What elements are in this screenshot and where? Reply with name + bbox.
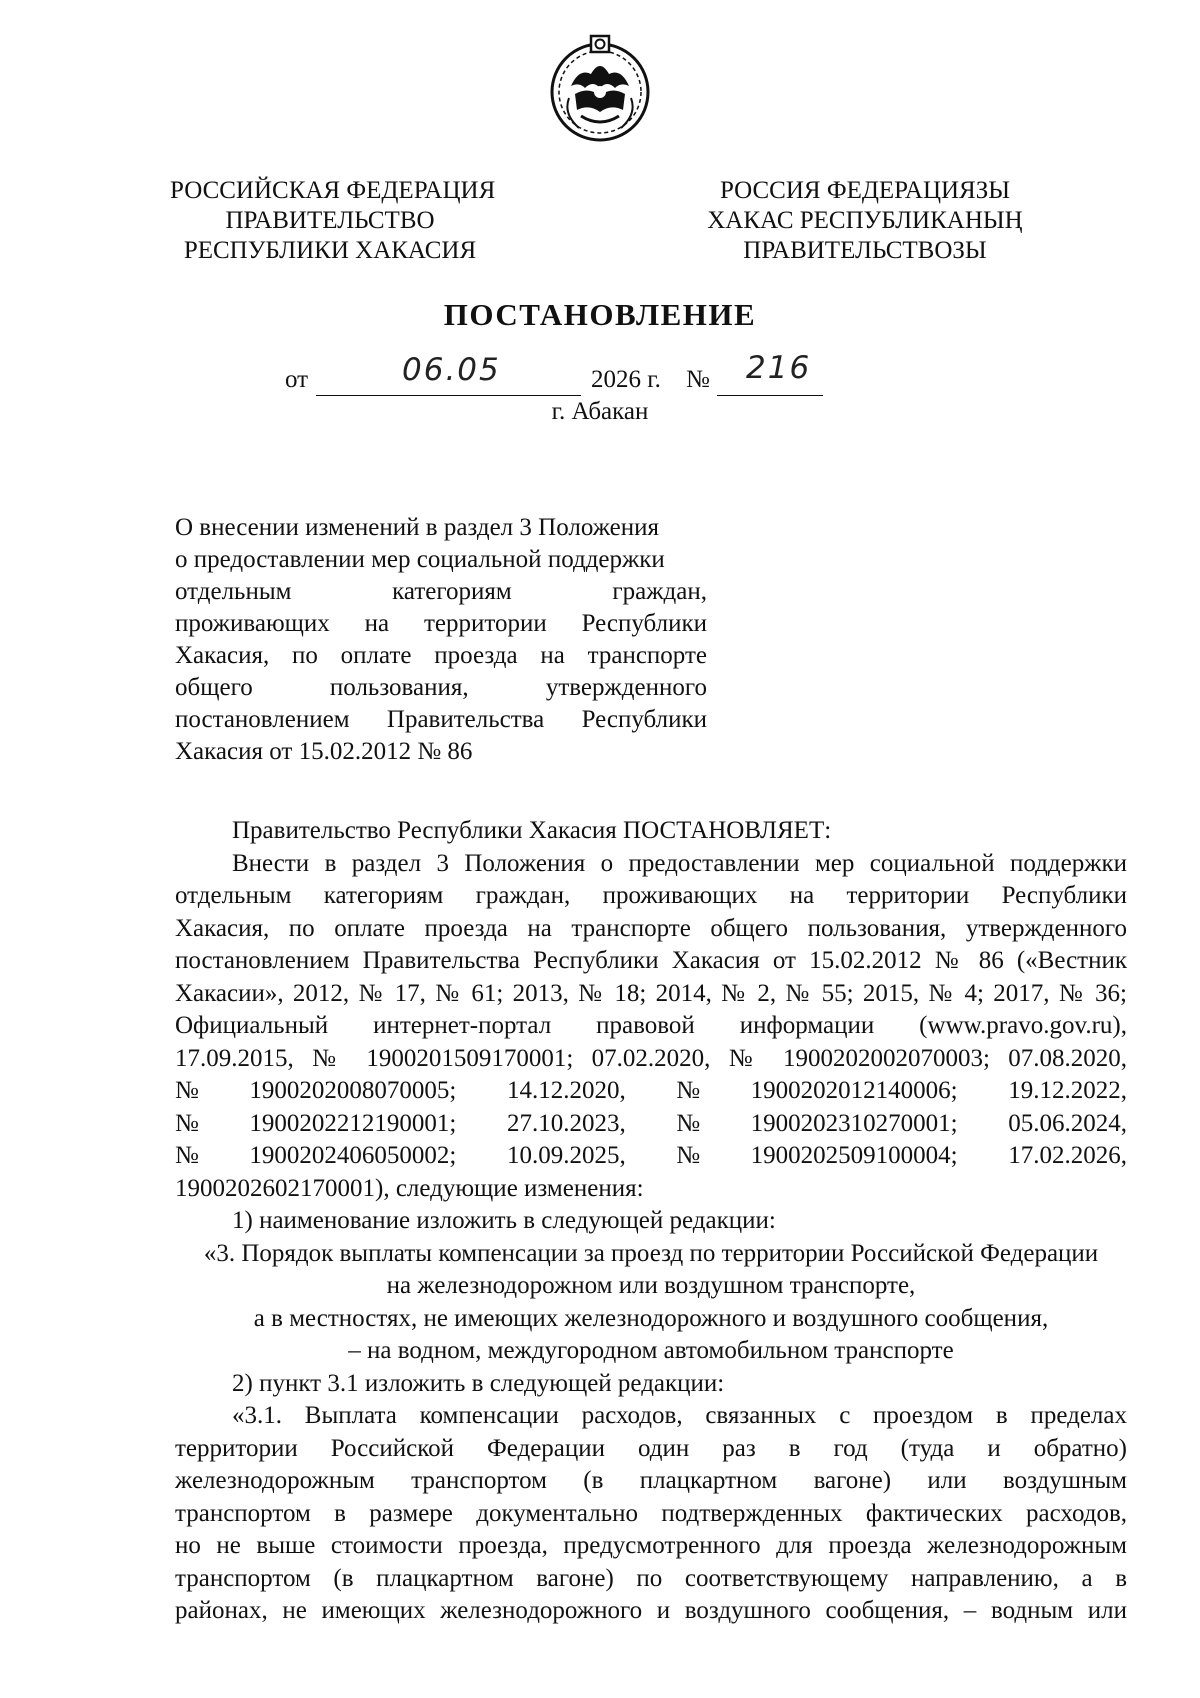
header-left-line: РОССИЙСКАЯ ФЕДЕРАЦИЯ <box>170 177 496 204</box>
from-label: от <box>285 366 309 393</box>
date-underline <box>316 395 581 396</box>
new-title-line: на железнодорожном или воздушном транспорте, <box>386 1272 916 1299</box>
registry-cell: № <box>676 1077 701 1104</box>
body-line: постановлением Правительства Республики Хакасия от 15.02.2012 № 86 («Вестник <box>175 947 1127 974</box>
new-title-line: – на водном, междугородном автомобильном транспорте <box>348 1337 954 1364</box>
registry-cell: 19.12.2022, <box>1008 1077 1127 1104</box>
body-line: Хакасии», 2012, № 17, № 61; 2013, № 18; 2014, № 2, № 55; 2015, № 4; 2017, № 36; <box>175 979 1127 1007</box>
p31-line: территории Российской Федерации один раз в год (туда и обратно) <box>175 1434 1127 1462</box>
year-label: 2026 г. <box>591 366 661 393</box>
registry-cell: № <box>175 1109 199 1137</box>
registry-cell: 1900202406050002; <box>249 1142 457 1169</box>
body-line: отдельным категориям граждан, проживающих на территории Республики <box>175 882 1127 909</box>
p31-line: «3.1. Выплата компенсации расходов, связанных с проездом в пределах <box>232 1402 1127 1429</box>
registry-cell: 1900202212190001; <box>249 1109 457 1137</box>
city-label: г. Абакан <box>551 398 649 425</box>
subject-line: Хакасия, по оплате проезда на транспорте <box>175 642 707 669</box>
p31-line: транспортом в размере документально подтвержденных фактических расходов, <box>175 1499 1127 1527</box>
registry-row <box>175 1108 1127 1141</box>
handwritten-date: 06.05 <box>402 352 501 388</box>
header-right-line: РОССИЯ ФЕДЕРАЦИЯЗЫ <box>719 177 1011 204</box>
body-line: Внести в раздел 3 Положения о предоставлении мер социальной поддержки <box>232 849 1127 877</box>
registry-cell: 27.10.2023, <box>506 1109 626 1137</box>
p31-line: транспортом (в плацкартном вагоне) по соответствующему направлению, а в <box>175 1564 1127 1592</box>
registry-cell: 10.09.2025, <box>506 1142 626 1169</box>
header-left-russian <box>170 176 496 266</box>
p31-line: но не выше стоимости проезда, предусмотренного для проезда железнодорожным <box>175 1532 1127 1559</box>
body-line: 1900202602170001), следующие изменения: <box>175 1174 644 1202</box>
coat-of-arms-emblem <box>549 28 651 152</box>
registry-cell: № <box>175 1077 199 1104</box>
new-title-line: а в местностях, не имеющих железнодорожного и воздушного сообщения, <box>253 1304 1049 1332</box>
body-line: 17.09.2015, № 1900201509170001; 07.02.2020, № 1900202002070003; 07.08.2020, <box>175 1044 1127 1072</box>
registry-cell: 1900202509100004; <box>750 1142 958 1169</box>
registry-row <box>175 1140 1127 1173</box>
registry-cell: 1900202310270001; <box>750 1109 958 1137</box>
registry-cell: № <box>676 1109 701 1137</box>
subject-line: отдельным категориям граждан, <box>175 578 707 605</box>
p31-line: районах, не имеющих железнодорожного и воздушного сообщения, – водным или <box>175 1597 1127 1624</box>
registry-cell: № <box>676 1142 701 1169</box>
body-text <box>175 815 1127 1628</box>
registry-cell: 17.02.2026, <box>1008 1142 1127 1169</box>
subject-block <box>175 512 707 768</box>
registry-cell: 1900202012140006; <box>750 1077 958 1104</box>
header-left-line: ПРАВИТЕЛЬСТВО <box>225 207 435 234</box>
number-label: № <box>686 366 710 393</box>
registry-cell: 05.06.2024, <box>1008 1109 1127 1137</box>
preamble: Правительство Республики Хакасия ПОСТАНОВЛЯЕТ: <box>232 817 832 844</box>
handwritten-number: 216 <box>746 350 812 386</box>
registry-row <box>175 1075 1127 1108</box>
subject-line: постановлением Правительства Республики <box>175 706 707 733</box>
header-left-line: РЕСПУБЛИКИ ХАКАСИЯ <box>183 237 477 264</box>
new-title-line: «3. Порядок выплаты компенсации за проезд по территории Российской Федерации <box>203 1239 1099 1267</box>
number-underline <box>717 395 823 396</box>
body-line: Хакасия, по оплате проезда на транспорте общего пользования, утвержденного <box>175 914 1127 942</box>
header-right-khakas <box>700 176 1030 266</box>
registry-cell: 14.12.2020, <box>506 1077 626 1104</box>
subject-line: проживающих на территории Республики <box>175 610 707 637</box>
header-right-line: ХАКАС РЕСПУБЛИКАНЫҢ <box>707 207 1023 234</box>
subject-line: О внесении изменений в раздел 3 Положения <box>175 514 660 541</box>
subject-line: Хакасия от 15.02.2012 № 86 <box>175 738 473 765</box>
subject-line: общего пользования, утвержденного <box>175 674 707 701</box>
p31-line: железнодорожным транспортом (в плацкартном вагоне) или воздушным <box>175 1467 1127 1494</box>
registry-cell: 1900202008070005; <box>249 1077 457 1104</box>
document-type-title: ПОСТАНОВЛЕНИЕ <box>443 297 757 332</box>
body-line: Официальный интернет-портал правовой информации (www.pravo.gov.ru), <box>175 1012 1127 1039</box>
header-right-line: ПРАВИТЕЛЬСТВОЗЫ <box>743 237 987 264</box>
subject-line: о предоставлении мер социальной поддержки <box>175 546 665 573</box>
item-1: 1) наименование изложить в следующей редакции: <box>232 1207 776 1234</box>
item-2: 2) пункт 3.1 изложить в следующей редакции: <box>232 1369 725 1397</box>
registry-cell: № <box>175 1142 199 1169</box>
